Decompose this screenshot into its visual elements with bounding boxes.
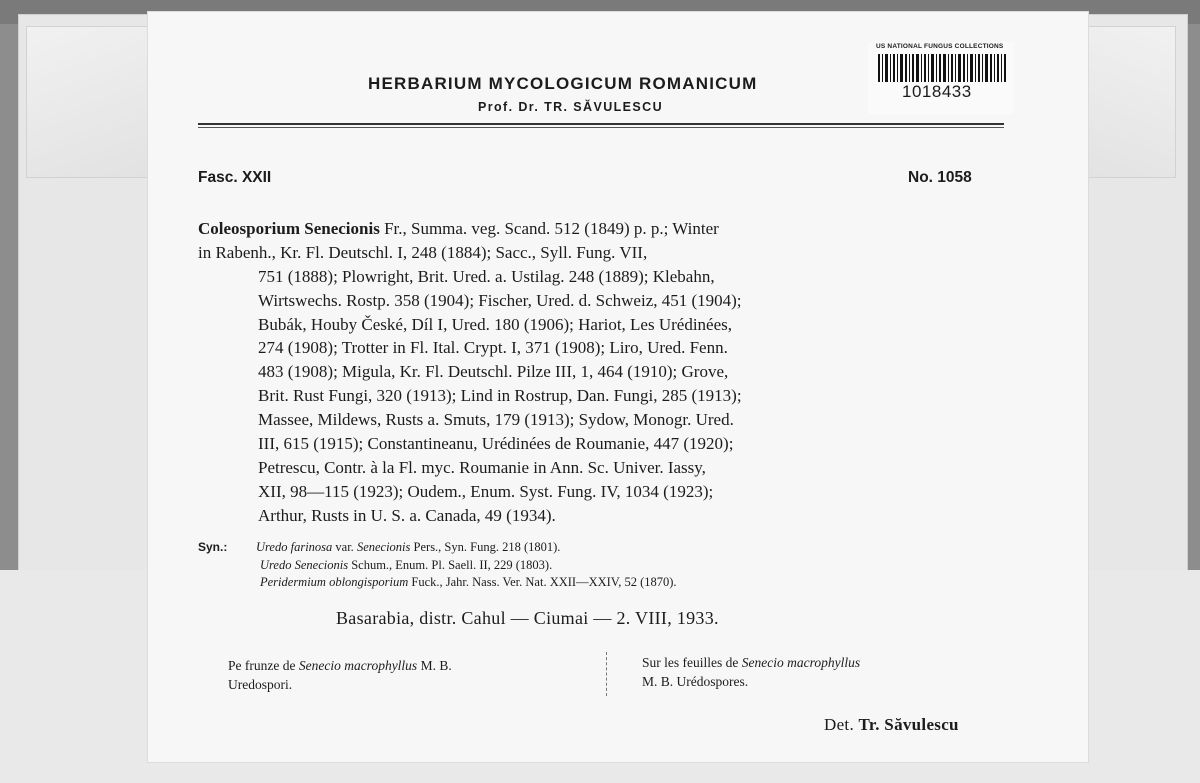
collection-locality: Basarabia, distr. Cahul — Ciumai — 2. VIII, 1933. <box>336 608 719 628</box>
citation-line: Coleosporium Senecionis Fr., Summa. veg. Scand. 512 (1849) p. p.; Winter <box>198 219 719 238</box>
barcode-label <box>868 42 1014 114</box>
host-romanian: Pe frunze de Senecio macrophyllus M. B. Uredospori. <box>228 658 452 692</box>
synonym-label: Syn.: <box>198 540 228 554</box>
citation-line: Brit. Rust Fungi, 320 (1913); Lind in Rostrup, Dan. Fungi, 285 (1913); <box>258 386 742 406</box>
species-citation <box>198 217 1008 528</box>
specimen-number: No. 1058 <box>908 169 972 186</box>
citation-line: 751 (1888); Plowright, Brit. Ured. a. Ustilag. 248 (1889); Klebahn, <box>258 266 715 286</box>
synonym-line: Syn.: Uredo farinosa var. Senecionis Pers., Syn. Fung. 218 (1801). <box>198 539 1028 557</box>
herbarium-title: HERBARIUM MYCOLOGICUM ROMANICUM <box>368 74 758 93</box>
synonyms <box>198 539 1028 592</box>
fascicle-label: Fasc. XXII <box>198 169 272 186</box>
citation-line: Wirtswechs. Rostp. 358 (1904); Fischer, Ured. d. Schweiz, 451 (1904); <box>258 290 742 310</box>
host-name: Senecio macrophyllus <box>298 658 418 673</box>
host-name: Senecio macrophyllus <box>741 655 861 670</box>
citation-line: Massee, Mildews, Rusts a. Smuts, 179 (1913); Sydow, Monogr. Ured. <box>258 410 734 430</box>
header-rule-thin <box>198 127 1004 128</box>
synonym-line: Uredo Senecionis Schum., Enum. Pl. Saell. II, 229 (1803). <box>260 557 553 572</box>
barcode-number: 1018433 <box>902 82 972 101</box>
citation-line: Arthur, Rusts in U. S. a. Canada, 49 (1934). <box>258 505 556 525</box>
citation-line: Bubák, Houby České, Díl I, Ured. 180 (1906); Hariot, Les Urédinées, <box>258 314 733 334</box>
citation-line: 483 (1908); Migula, Kr. Fl. Deutschl. Pilze III, 1, 464 (1910); Grove, <box>258 362 729 382</box>
column-divider <box>606 652 608 696</box>
barcode-caption: US NATIONAL FUNGUS COLLECTIONS <box>876 43 1004 50</box>
determiner: Det. Tr. Săvulescu <box>824 715 959 734</box>
citation-line: 274 (1908); Trotter in Fl. Ital. Crypt. I, 371 (1908); Liro, Ured. Fenn. <box>258 338 728 358</box>
host-french: Sur les feuilles de Senecio macrophyllus M. B. Urédospores. <box>642 655 861 689</box>
citation-line: XII, 98—115 (1923); Oudem., Enum. Syst. Fung. IV, 1034 (1923); <box>258 481 714 501</box>
synonym-line: Peridermium oblongisporium Fuck., Jahr. Nass. Ver. Nat. XXII—XXIV, 52 (1870). <box>260 575 677 589</box>
envelope-flap-left <box>26 26 148 178</box>
citation-line: Petrescu, Contr. à la Fl. myc. Roumanie in Ann. Sc. Univer. Iassy, <box>258 457 706 477</box>
determiner-name: Tr. Săvulescu <box>858 715 959 734</box>
herbarium-subtitle: Prof. Dr. TR. SĂVULESCU <box>478 100 663 114</box>
species-name: Coleosporium Senecionis <box>198 219 380 238</box>
citation-line: in Rabenh., Kr. Fl. Deutschl. I, 248 (1884); Sacc., Syll. Fung. VII, <box>198 242 648 262</box>
specimen-label <box>148 12 1088 762</box>
citation-line: III, 615 (1915); Constantineanu, Urédinées de Roumanie, 447 (1920); <box>258 434 734 454</box>
header-rule <box>198 123 1004 125</box>
barcode-icon <box>878 54 1006 82</box>
